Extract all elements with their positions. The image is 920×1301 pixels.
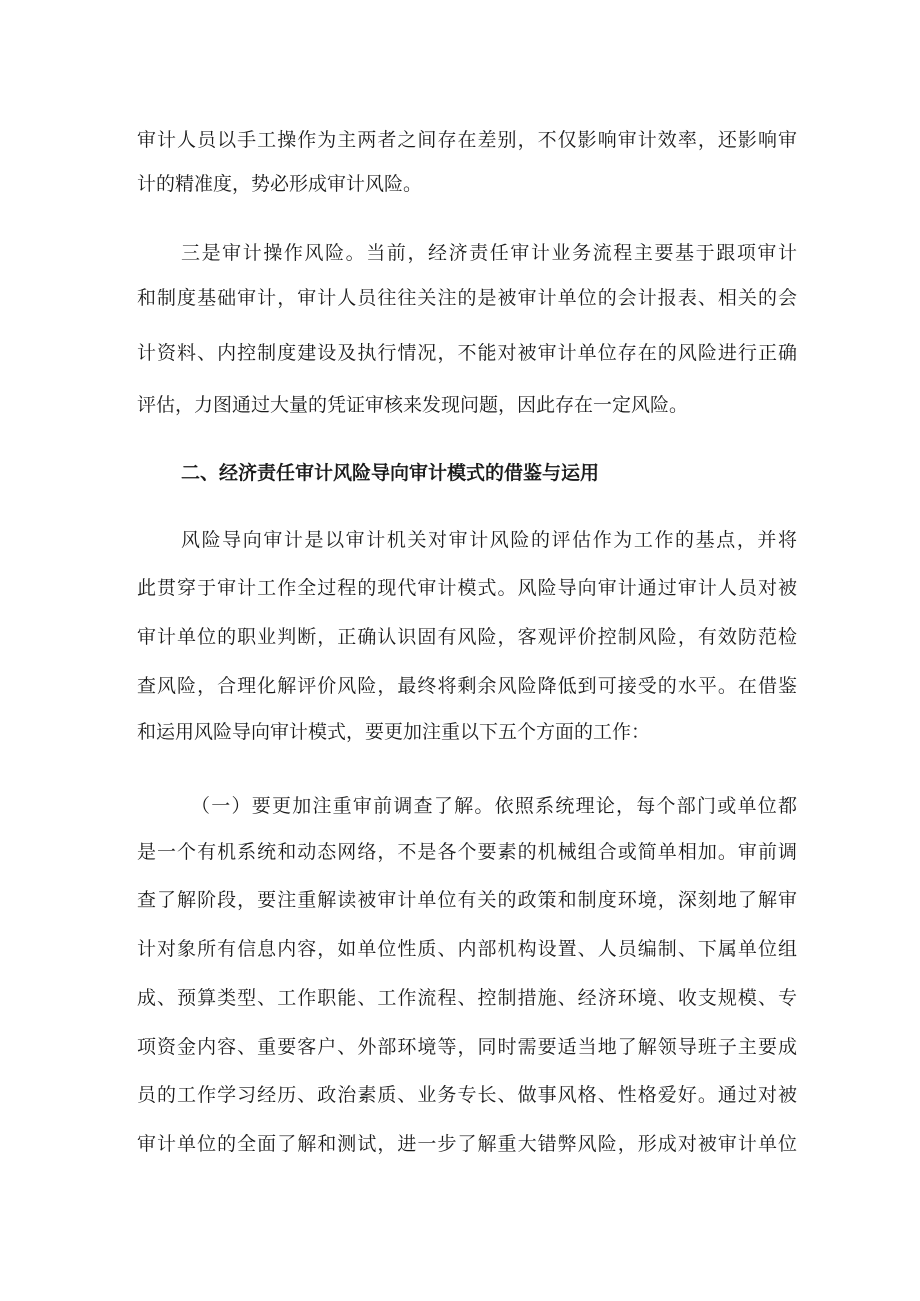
- paragraph-line: 评估，力图通过大量的凭证审核来发现问题，因此存在一定风险。: [137, 394, 689, 416]
- paragraph-line: 计的精准度，势必形成审计风险。: [137, 173, 423, 195]
- paragraph-line: 查风险，合理化解评价风险，最终将剩余风险降低到可接受的水平。在借鉴: [137, 675, 797, 697]
- paragraph-line: 项资金内容、重要客户、外部环境等，同时需要适当地了解领导班子主要成: [137, 1036, 797, 1058]
- paragraph-line: 计对象所有信息内容，如单位性质、内部机构设置、人员编制、下属单位组: [137, 938, 797, 960]
- paragraph-line: 三是审计操作风险。当前，经济责任审计业务流程主要基于跟项审计: [181, 242, 797, 264]
- paragraph-line: 和制度基础审计，审计人员往往关注的是被审计单位的会计报表、相关的会: [137, 287, 797, 309]
- paragraph-line: 员的工作学习经历、政治素质、业务专长、做事风格、性格爱好。通过对被: [137, 1084, 797, 1106]
- paragraph-line: （一）要更加注重审前调查了解。依照系统理论，每个部门或单位都: [191, 795, 797, 817]
- paragraph-line: 审计人员以手工操作为主两者之间存在差别，不仅影响审计效率，还影响审: [137, 129, 797, 151]
- paragraph-line: 此贯穿于审计工作全过程的现代审计模式。风险导向审计通过审计人员对被: [137, 577, 797, 599]
- paragraph-line: 成、预算类型、工作职能、工作流程、控制措施、经济环境、收支规模、专: [137, 987, 797, 1009]
- section-heading: 二、经济责任审计风险导向审计模式的借鉴与运用: [181, 462, 600, 484]
- paragraph-line: 和运用风险导向审计模式，要更加注重以下五个方面的工作：: [137, 721, 651, 743]
- paragraph-line: 是一个有机系统和动态网络，不是各个要素的机械组合或简单相加。审前调: [137, 841, 797, 863]
- paragraph-line: 计资料、内控制度建设及执行情况，不能对被审计单位存在的风险进行正确: [137, 342, 797, 364]
- paragraph-line: 审计单位的全面了解和测试，进一步了解重大错弊风险，形成对被审计单位: [137, 1133, 797, 1155]
- paragraph-line: 审计单位的职业判断，正确认识固有风险，客观评价控制风险，有效防范检: [137, 626, 797, 648]
- paragraph-line: 查了解阶段，要注重解读被审计单位有关的政策和制度环境，深刻地了解审: [137, 889, 797, 911]
- paragraph-line: 风险导向审计是以审计机关对审计风险的评估作为工作的基点，并将: [181, 529, 797, 551]
